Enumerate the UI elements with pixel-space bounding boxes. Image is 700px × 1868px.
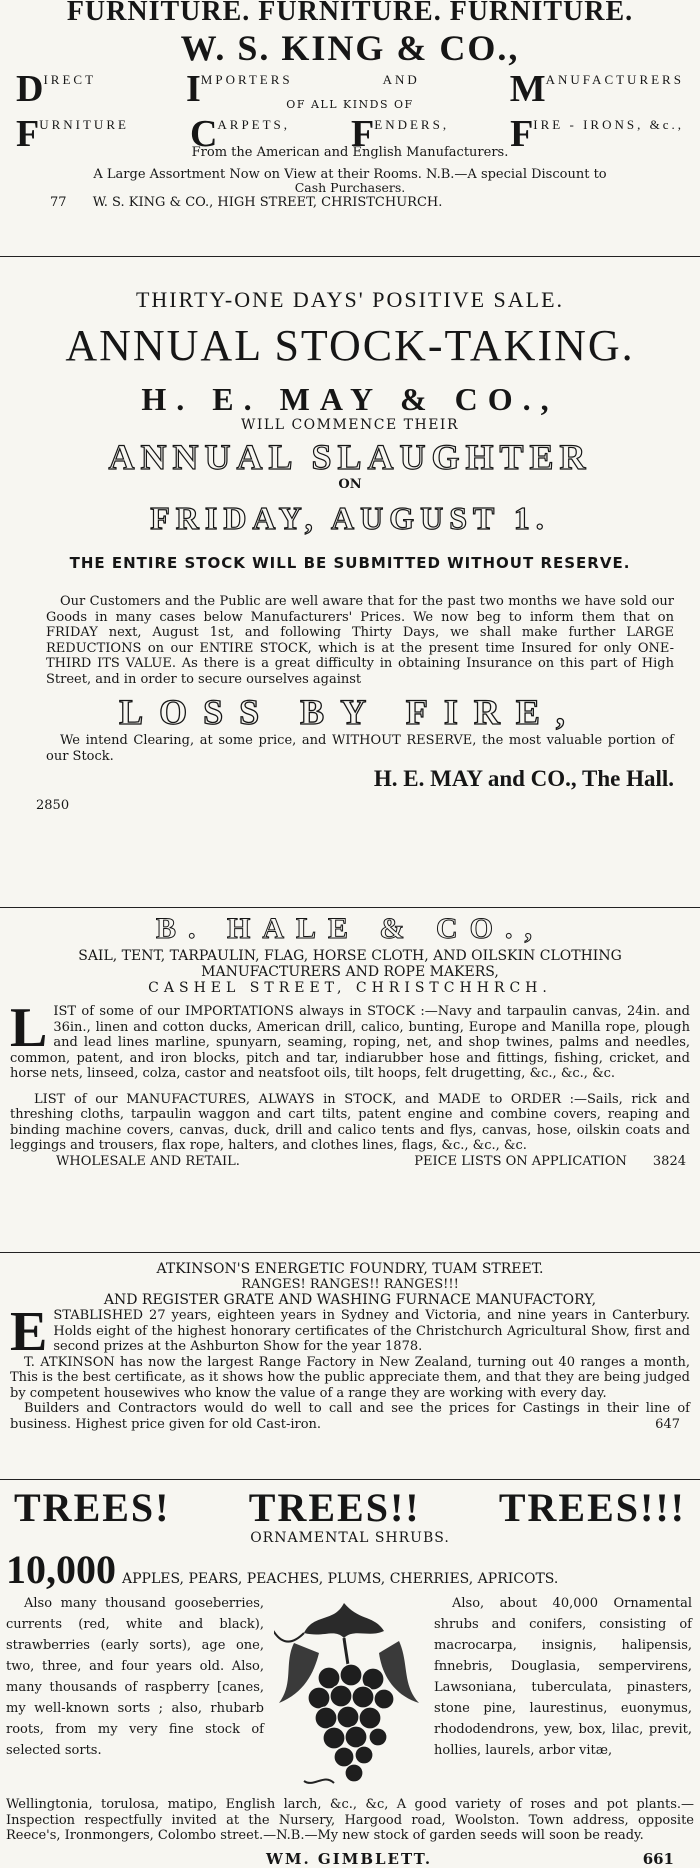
king-ref-number: 77 [50,195,67,210]
wholesale-retail: WHOLESALE AND RETAIL. [56,1153,240,1169]
may-firm-name: H. E. MAY & CO., [141,381,559,417]
atkinson-established: ESTABLISHED 27 years, eighteen years in Sydney and Victoria, and nine years in Canterbury. Holds eight of the highest honorary certificates of the Christchurch Agricultural Show, first and second prizes at the Ashburton Show for the year 1878. [10,1301,690,1363]
annual-stock-taking: ANNUAL STOCK-TAKING. [65,321,635,370]
foundry-title: ATKINSON'S ENERGETIC FOUNDRY, TUAM STREET. [156,1261,544,1277]
grape-vine-illustration [270,1593,428,1793]
furniture-banner: FURNITURE. FURNITURE. FURNITURE. [66,0,634,27]
loss-by-fire: LOSS BY FIRE, [119,692,581,732]
hale-firm-name: B. HALE & CO., [155,912,545,945]
fruit-list: APPLES, PEARS, PEACHES, PLUMS, CHERRIES, APRICOTS. [122,1571,559,1587]
word-direct: DIRECT [16,68,97,110]
manufactures-list: LIST of our MANUFACTURES, ALWAYS in STOCK, and MADE to ORDER :—Sails, rick and threshing cloths, tarpaulin waggon and cart tilts, patent engine and combine covers, reaping and binding machine covers, canvas, duck, drill and calico tents and flys, canvas, hose, oilskin coats and leggings and trousers, flax rope, halters, and clothes lines, flags, &c., &c., &c. [10,1091,690,1153]
hale-street: CASHEL STREET, CHRISTCHHRCH. [148,980,552,996]
annual-slaughter: ANNUAL SLAUGHTER [108,437,592,477]
hale-ref-number: 3824 [652,1153,686,1169]
king-address: W. S. KING & CO., HIGH STREET, CHRISTCHURCH. [92,195,443,210]
left-column: Also many thousand gooseberries, currents (red, white and black), strawberries (early sorts), age one, two, three, and four years old. Also, many thousands of raspberry [canes, my well-known sorts ; also, rhubarb roots, from my very fine stock of selected sorts. [6,1596,264,1758]
trees-footer [6,1844,694,1868]
atkinson-ref-number: 647 [655,1416,680,1432]
divider [0,256,700,257]
ornamental-shrubs: ORNAMENTAL SHRUBS. [250,1530,450,1546]
may-ref-number: 2850 [36,798,70,813]
gimblett-signature: WM. GIMBLETT. [266,1849,433,1868]
may-advert [0,287,700,907]
entire-stock-line: THE ENTIRE STOCK WILL BE SUBMITTED WITHOUT RESERVE. [69,554,631,572]
ranges-line: RANGES! RANGES!! RANGES!!! [241,1277,459,1292]
atkinson-builders: Builders and Contractors would do well to call and see the prices for Castings in their line of business. Highest price given for old Cast-iron. 647 [10,1401,690,1432]
price-lists: PEICE LISTS ON APPLICATION [414,1153,627,1169]
divider [0,1252,700,1253]
cash-purchasers: Cash Purchasers. [294,180,406,195]
atkinson-range-factory: T. ATKINSON has now the largest Range Factory in New Zealand, turning out 40 ranges a month, This is the best certificate, as it shows how the public appreciate them, and that they are being judged by competent housewives who know the value of a range they are working with every day. [10,1354,690,1401]
hale-advert [0,912,700,1252]
importations-list: LIST of some of our IMPORTATIONS always in STOCK :—Navy and tarpaulin canvas, 24in. and 36in., linen and cotton ducks, American drill, calico, bunting, Europe and Manilla rope, plough and lead lines marline, spunyarn, seaming, roping, net, and shop twines, palms and needles, common, patent, and iron blocks, pitch and tar, indiarubber hose and fittings, fishing, cricket, and horse nets, linseed, colza, castor and neatsfoot oils, tilt hoops, felt drugetting, &c., &c., &c. [10,997,690,1081]
divider [0,907,700,908]
hale-line1: SAIL, TENT, TARPAULIN, FLAG, HORSE CLOTH, AND OILSKIN CLOTHING [78,948,622,964]
word-fire-irons: FIRE - IRONS, &c., [510,113,684,155]
right-column: Also, about 40,000 Ornamental shrubs and conifers, consisting of macrocarpa, insignis, halipensis, fnnebris, Douglasia, sempervirens, Lawsoniana, tuberculata, pinasters, stone pine, laurestinus, euonymus, rhododendrons, yew, box, lilac, previt, hollies, laurels, arbor vitæ, [434,1596,692,1758]
divider [0,1479,700,1480]
manufactory-line: AND REGISTER GRATE AND WASHING FURNACE MANUFACTORY, [103,1292,597,1308]
atkinson-advert [0,1261,700,1479]
grape-cluster-icon [274,1593,424,1793]
assortment-line: A Large Assortment Now on View at their Rooms. N.B.—A special Discount to [93,166,607,182]
clearing-paragraph: We intend Clearing, at some price, and WITHOUT RESERVE, the most valuable portion of our Stock. [46,733,674,764]
sale-line: THIRTY-ONE DAYS' POSITIVE SALE. [135,287,565,312]
trees-heading: TREES! TREES!! TREES!!! [14,1485,686,1530]
may-paragraph: Our Customers and the Public are well aware that for the past two months we have sold our Goods in many cases below Manufacturers' Prices. We now beg to inform them that on FRIDAY next, August 1st, and following Thirty Days, we shall make further LARGE REDUCTIONS on our ENTIRE STOCK, which is at the present time Insured for only ONE-THIRD ITS VALUE. As there is a great difficulty in obtaining Insurance on this part of High Street, and in order to secure ourselves against [46,594,674,687]
word-furniture: FURNITURE [16,113,129,155]
sale-date: FRIDAY, AUGUST 1. [150,500,550,536]
word-carpets: CARPETS, [189,113,291,155]
word-fenders: FENDERS, [351,113,450,155]
word-and: AND [382,72,420,87]
king-advert [0,0,700,256]
trees-advert [0,1486,700,1868]
trees-ref-number: 661 [642,1849,674,1868]
word-manufacturers: MANUFACTURERS [509,68,684,110]
trees-bottom-paragraph: Wellingtonia, torulosa, matipo, English larch, &c., &c, A good variety of roses and pot plants.—Inspection respectfully invited at the Nursery, Hargood road, Woolston. Town address, opposite Reece's, Ironmongers, Colombo street.—N.B.—My new stock of garden seeds will soon be ready. [6,1797,694,1843]
from-manufacturers: From the American and English Manufacturers. [191,145,509,160]
trees-columns [6,1593,694,1793]
ten-thousand-line: 10,000 APPLES, PEARS, PEACHES, PLUMS, CHERRIES, APRICOTS. [6,1547,559,1592]
will-commence: WILL COMMENCE THEIR [240,417,459,433]
king-firm-name: W. S. KING & CO., [180,28,520,68]
hale-line2: MANUFACTURERS AND ROPE MAKERS, [201,964,499,980]
word-importers: IMPORTERS [185,68,293,110]
hale-footer [6,1154,694,1170]
may-signature: H. E. MAY and CO., The Hall. [373,766,674,791]
of-all-kinds: OF ALL KINDS OF [286,98,414,111]
king-address-row [6,195,694,211]
on-word: ON [338,477,362,492]
